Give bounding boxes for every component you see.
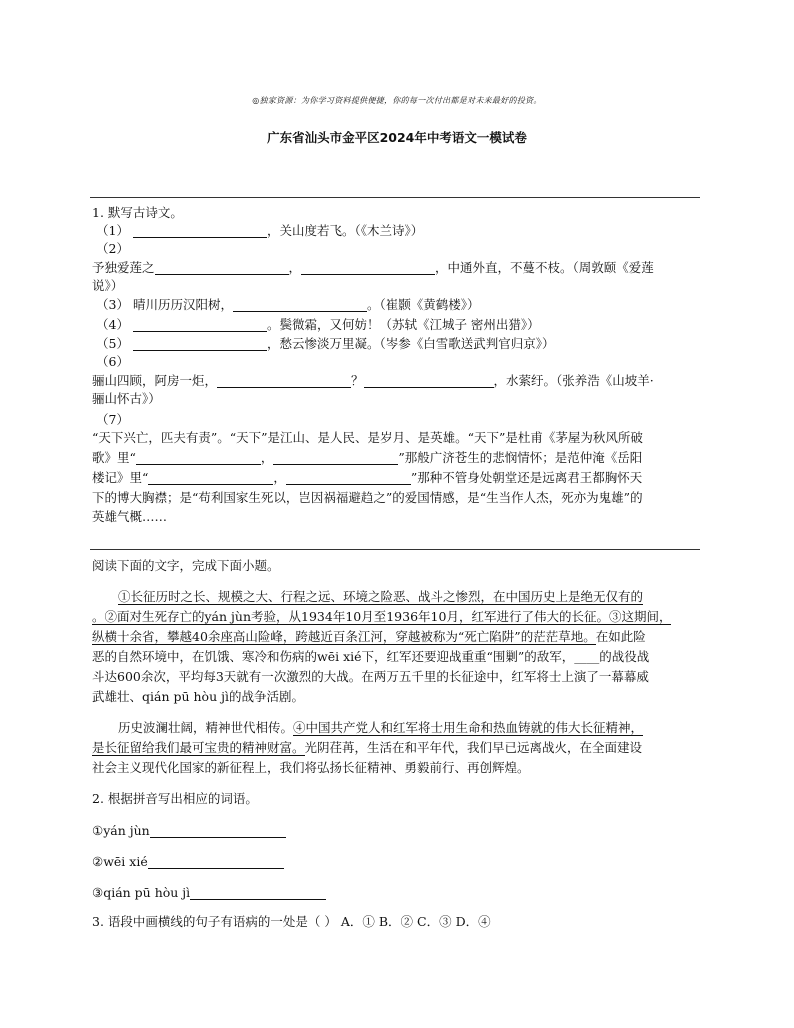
q1-s2-blank-2[interactable] [301, 260, 435, 275]
reading-intro: 阅读下面的文字，完成下面小题。 [92, 558, 280, 573]
q1-s7-line-3 [92, 469, 642, 487]
q1-s7-blank-3[interactable] [148, 470, 273, 485]
q1-s4-b: 。鬓微霜，又何妨！（苏轼《江城子 密州出猎》） [266, 317, 540, 332]
q1-s3-blank[interactable] [233, 297, 367, 312]
q1-s5-num: （5） [96, 336, 129, 351]
q3-option-a[interactable]: A．① [340, 914, 375, 929]
q1-s6-blank-1[interactable] [217, 373, 351, 388]
q1-s4-blank[interactable] [133, 317, 267, 332]
q1-s7-l2a: 歌》里“ [92, 450, 136, 465]
exam-title: 广东省汕头市金平区2024年中考语文一模试卷 [267, 130, 527, 145]
underlined-sentence-3: 纵横十余省，攀越40余座高山险峰，跨越近百条江河，穿越被称为“死亡陷阱”的茫茫草地。 [92, 629, 596, 644]
q1-s7-num: （7） [96, 412, 129, 427]
q1-heading: 1. 默写古诗文。 [92, 205, 183, 220]
q1-s6-blank-2[interactable] [364, 373, 494, 388]
q1-s2-blank-1[interactable] [155, 260, 289, 275]
passage-p2-line-1 [118, 719, 643, 737]
passage-p2-line-2 [92, 739, 642, 757]
q1-s2-d: 说》） [92, 278, 124, 293]
q1-s1-num: （1） [96, 223, 129, 238]
q1-s1-text: ，关山度若飞。（《木兰诗》） [266, 223, 424, 238]
underlined-sentence-2: 。②面对生死存亡的yán jùn考验，从1934年10月至1936年10月，红军进行了伟大的长征。③这期间， [92, 609, 672, 624]
q1-s4 [96, 316, 540, 334]
q1-s4-num: （4） [96, 317, 129, 332]
q1-s7-l3c: ”那种不管身处朝堂还是远离君王都胸怀天 [410, 470, 643, 485]
q2-heading: 2. 根据拼音写出相应的词语。 [92, 791, 258, 806]
q1-s5 [96, 335, 554, 353]
header-motto: ◎独家资源：为你学习资料提供便捷，你的每一次付出都是对未来最好的投资。 [252, 96, 542, 105]
divider-reading [90, 549, 700, 550]
passage-p1-line-1 [118, 588, 643, 606]
underlined-sentence-4b: 是长征留给我们最可宝贵的精神财富。 [92, 740, 305, 755]
passage-p2-lead: 历史波澜壮阔，精神世代相传。 [118, 720, 294, 735]
q2-blank-c[interactable] [190, 885, 326, 900]
q1-s5-b: ，愁云惨淡万里凝。（岑参《白雪歌送武判官归京》） [266, 336, 555, 351]
q3-option-c[interactable]: C．③ [417, 914, 452, 929]
q1-s6-c: ，水萦纡。（张养浩《山坡羊· [493, 373, 654, 388]
q1-s6-d: 骊山怀古》） [92, 391, 161, 406]
q1-s7-l2c: ”那般广济苍生的悲悯情怀；是范仲淹《岳阳 [398, 450, 643, 465]
q3 [92, 913, 491, 931]
q1-s7-l2b: ， [260, 450, 274, 465]
q1-s7-l3a: 楼记》里“ [92, 470, 149, 485]
q1-s3 [96, 296, 479, 314]
q2-pinyin-b: ②wēi xié [92, 854, 148, 869]
passage-p1-line-3 [92, 628, 646, 646]
q1-s3-num: （3） [96, 297, 129, 312]
q2-blank-b[interactable] [148, 854, 284, 869]
q1-s1 [96, 222, 423, 240]
underlined-sentence-4a: ④中国共产党人和红军将士用生命和热血铸就的伟大长征精神， [293, 720, 644, 735]
q1-s7-line-2 [92, 449, 642, 467]
q1-s7-blank-4[interactable] [286, 470, 411, 485]
passage-p2-line-3: 社会主义现代化国家的新征程上，我们将弘扬长征精神、勇毅前行、再创辉煌。 [92, 760, 530, 775]
passage-p1-line-5: 斗达600余次，平均每3天就有一次激烈的大战。在两万五千里的长征途中，红军将士上演了一幕幕威 [92, 669, 649, 684]
q1-s6-num: （6） [96, 354, 129, 369]
q1-s6 [92, 372, 654, 390]
q2-item-a [92, 822, 286, 840]
q1-s5-blank[interactable] [133, 336, 267, 351]
q1-s6-a: 骊山四顾，阿房一炬， [92, 373, 218, 388]
passage-p1-line-6: 武雄壮、qián pū hòu jì的战争活剧。 [92, 689, 304, 704]
passage-p1-line-3-tail: 在如此险 [595, 629, 646, 644]
q2-pinyin-c: ③qián pū hòu jì [92, 885, 191, 900]
q2-item-c [92, 884, 326, 902]
q1-s7-line-1: “天下兴亡，匹夫有责”。“天下”是江山、是人民、是岁月、是英雄。“天下”是杜甫《茅屋为秋风所破 [92, 430, 643, 445]
passage-p2-line-2-tail: 光阴荏苒，生活在和平年代，我们早已远离战火，在全面建设 [304, 740, 643, 755]
passage-p1-line-2 [92, 608, 671, 626]
q1-s7-blank-1[interactable] [136, 450, 261, 465]
q2-blank-a[interactable] [150, 823, 286, 838]
q1-s7-line-4: 下的博大胸襟；是“苟利国家生死以，岂因祸福避趋之”的爱国情感，是“生当作人杰，死亦为鬼雄”的 [92, 490, 643, 505]
q1-s7-l3b: ， [273, 470, 286, 485]
q2-item-b [92, 853, 284, 871]
q1-s7-blank-2[interactable] [273, 450, 398, 465]
q1-s2-num: （2） [96, 241, 129, 256]
q3-option-b[interactable]: B．② [378, 914, 414, 929]
q1-s6-b: ？ [351, 373, 364, 388]
q1-s2-c: ，中通外直，不蔓不枝。（周敦颐《爱莲 [435, 260, 654, 275]
q1-s3-a: 晴川历历汉阳树， [132, 297, 233, 312]
q3-stem: 3. 语段中画横线的句子有语病的一处是（ ） [92, 914, 337, 929]
q1-s2 [92, 259, 654, 277]
q1-s2-a: 予独爱莲之 [92, 260, 155, 275]
q3-option-d[interactable]: D．④ [455, 914, 491, 929]
divider-top [90, 197, 700, 198]
q1-s2-b: ， [288, 260, 302, 275]
underlined-sentence-1: ①长征历时之长、规模之大、行程之远、环境之险恶、战斗之惨烈，在中国历史上是绝无仅有的 [118, 589, 644, 604]
q1-s1-blank[interactable] [133, 223, 267, 238]
q1-s3-b: 。（崔颢《黄鹤楼》） [366, 297, 480, 312]
passage-p1-line-4: 恶的自然环境中，在饥饿、寒冷和伤病的wēi xié下，红军还要迎战重重“围剿”的敌军，____的战役战 [92, 649, 650, 664]
q2-pinyin-a: ①yán jùn [92, 823, 150, 838]
q1-s7-line-5: 英雄气概…… [92, 509, 168, 524]
